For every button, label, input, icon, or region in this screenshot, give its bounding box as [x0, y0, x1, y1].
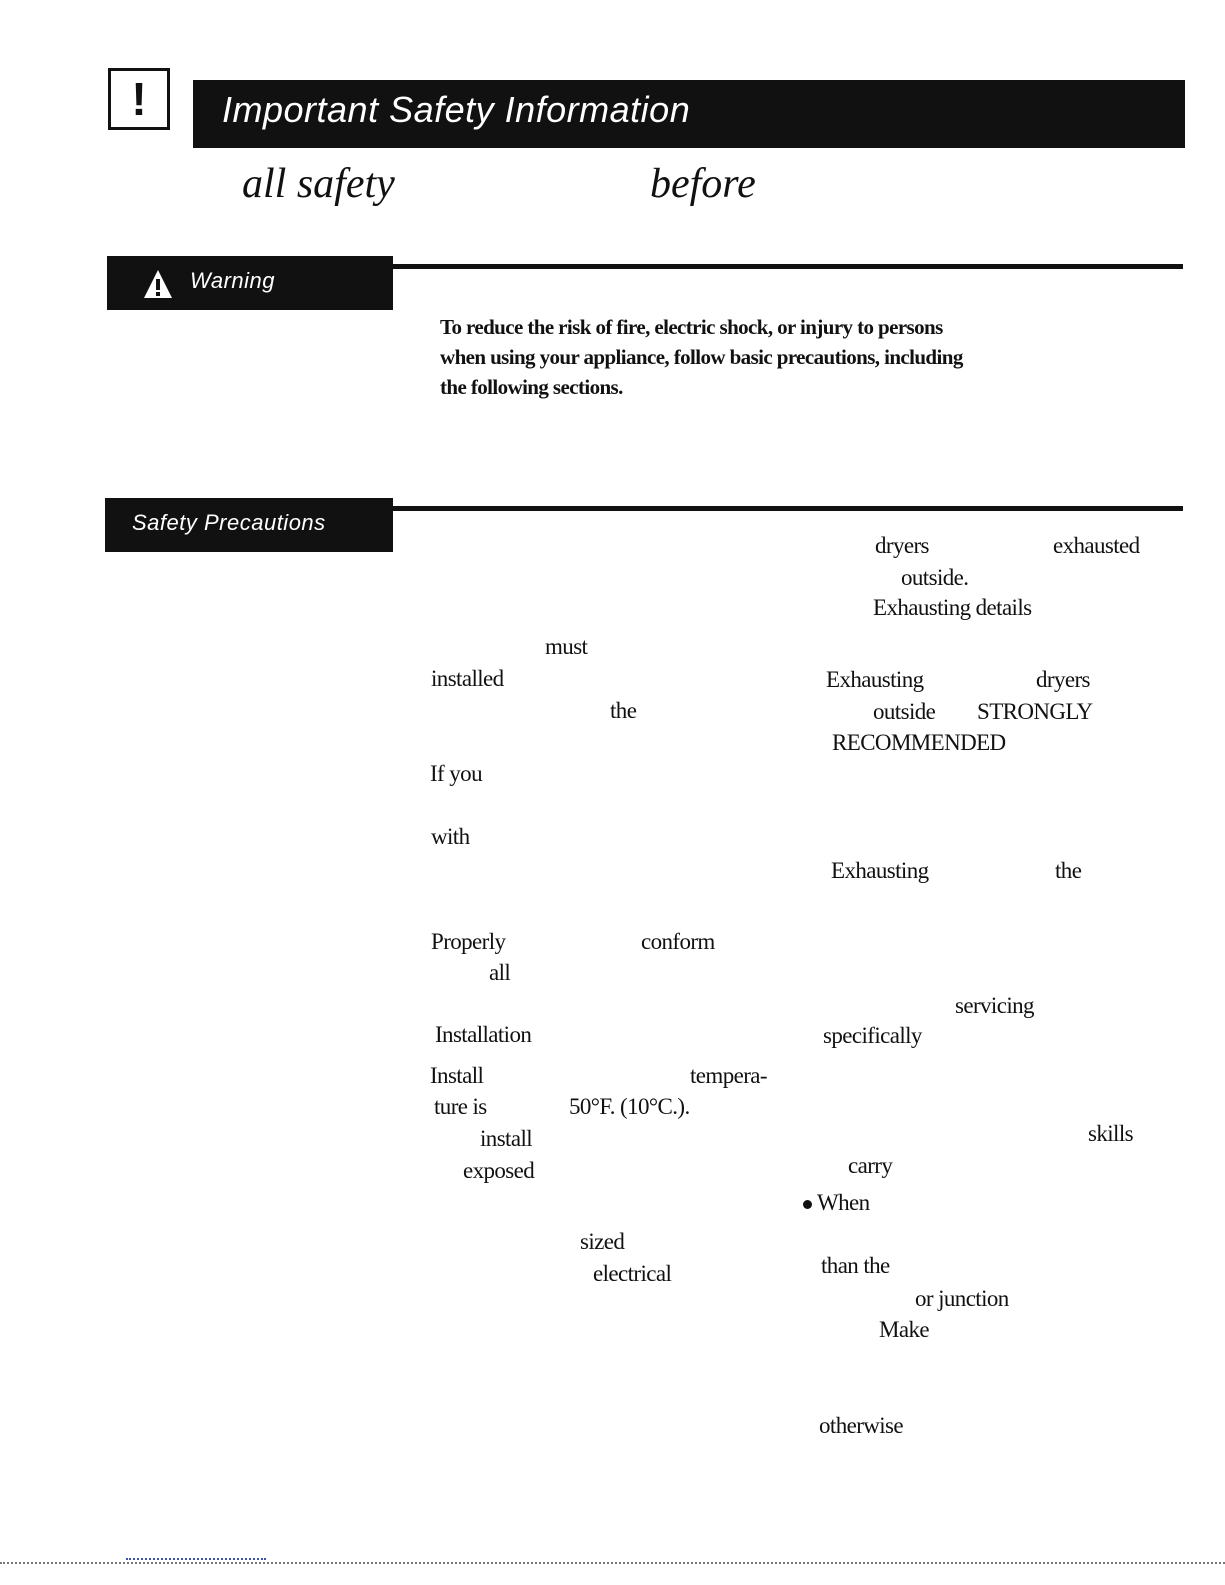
right-fragment: Make [879, 1317, 929, 1342]
right-fragment: Exhausting [831, 858, 929, 883]
warning-line-3: the following sections. [440, 375, 623, 399]
right-fragment: STRONGLY [977, 699, 1093, 724]
left-fragment: 50°F. (10°C.). [569, 1094, 690, 1119]
right-fragment: When [817, 1190, 870, 1215]
safety-precautions-tab [105, 498, 393, 552]
left-fragment: exposed [463, 1158, 535, 1183]
subtitle-fragment-1: all safety [242, 161, 395, 207]
left-fragment: tempera- [690, 1063, 767, 1088]
right-fragment: outside. [901, 565, 969, 590]
left-fragment: Properly [431, 929, 506, 954]
safety-divider [393, 506, 1183, 511]
footer-divider [0, 1562, 1225, 1564]
left-fragment: Installation [435, 1022, 532, 1047]
right-fragment: servicing [955, 993, 1034, 1018]
right-fragment: dryers [1036, 667, 1090, 692]
subtitle-fragment-2: before [650, 161, 756, 207]
left-fragment: conform [641, 929, 715, 954]
left-fragment: install [480, 1126, 533, 1151]
right-fragment: skills [1088, 1121, 1133, 1146]
right-fragment: than the [821, 1253, 890, 1278]
warning-triangle-icon [143, 269, 173, 299]
right-fragment: specifically [823, 1023, 922, 1048]
right-fragment: Exhausting [826, 667, 924, 692]
right-fragment: outside [873, 699, 936, 724]
right-fragment: RECOMMENDED [832, 730, 1006, 755]
left-fragment: If you [430, 761, 482, 786]
warning-line-2: when using your appliance, follow basic precautions, including [440, 345, 963, 369]
warning-line-1: To reduce the risk of fire, electric shock, or injury to persons [440, 315, 943, 339]
bullet-item [803, 1188, 870, 1218]
page-title: Important Safety Information [222, 89, 691, 130]
right-fragment: otherwise [819, 1413, 904, 1438]
right-fragment: exhausted [1053, 533, 1140, 558]
right-fragment: or junction [915, 1286, 1009, 1311]
warning-tab-label: Warning [190, 268, 276, 293]
alert-icon [108, 68, 170, 130]
left-fragment: electrical [593, 1261, 672, 1286]
warning-divider [393, 264, 1183, 269]
left-fragment: all [489, 960, 511, 985]
left-fragment: Install [430, 1063, 484, 1088]
right-fragment: dryers [875, 533, 929, 558]
right-fragment: the [1055, 858, 1082, 883]
footer-link-underline [126, 1558, 266, 1560]
left-fragment: with [431, 824, 470, 849]
left-fragment: the [610, 698, 637, 723]
left-fragment: installed [431, 666, 504, 691]
bullet-icon [803, 1200, 812, 1209]
left-fragment: must [545, 634, 588, 659]
right-fragment: Exhausting details [873, 595, 1032, 620]
left-fragment: ture is [434, 1094, 487, 1119]
safety-tab-label: Safety Precautions [132, 510, 326, 535]
exclamation-icon: ! [131, 73, 147, 125]
right-fragment: carry [848, 1153, 893, 1178]
left-fragment: sized [580, 1229, 625, 1254]
warning-tab [107, 256, 393, 310]
